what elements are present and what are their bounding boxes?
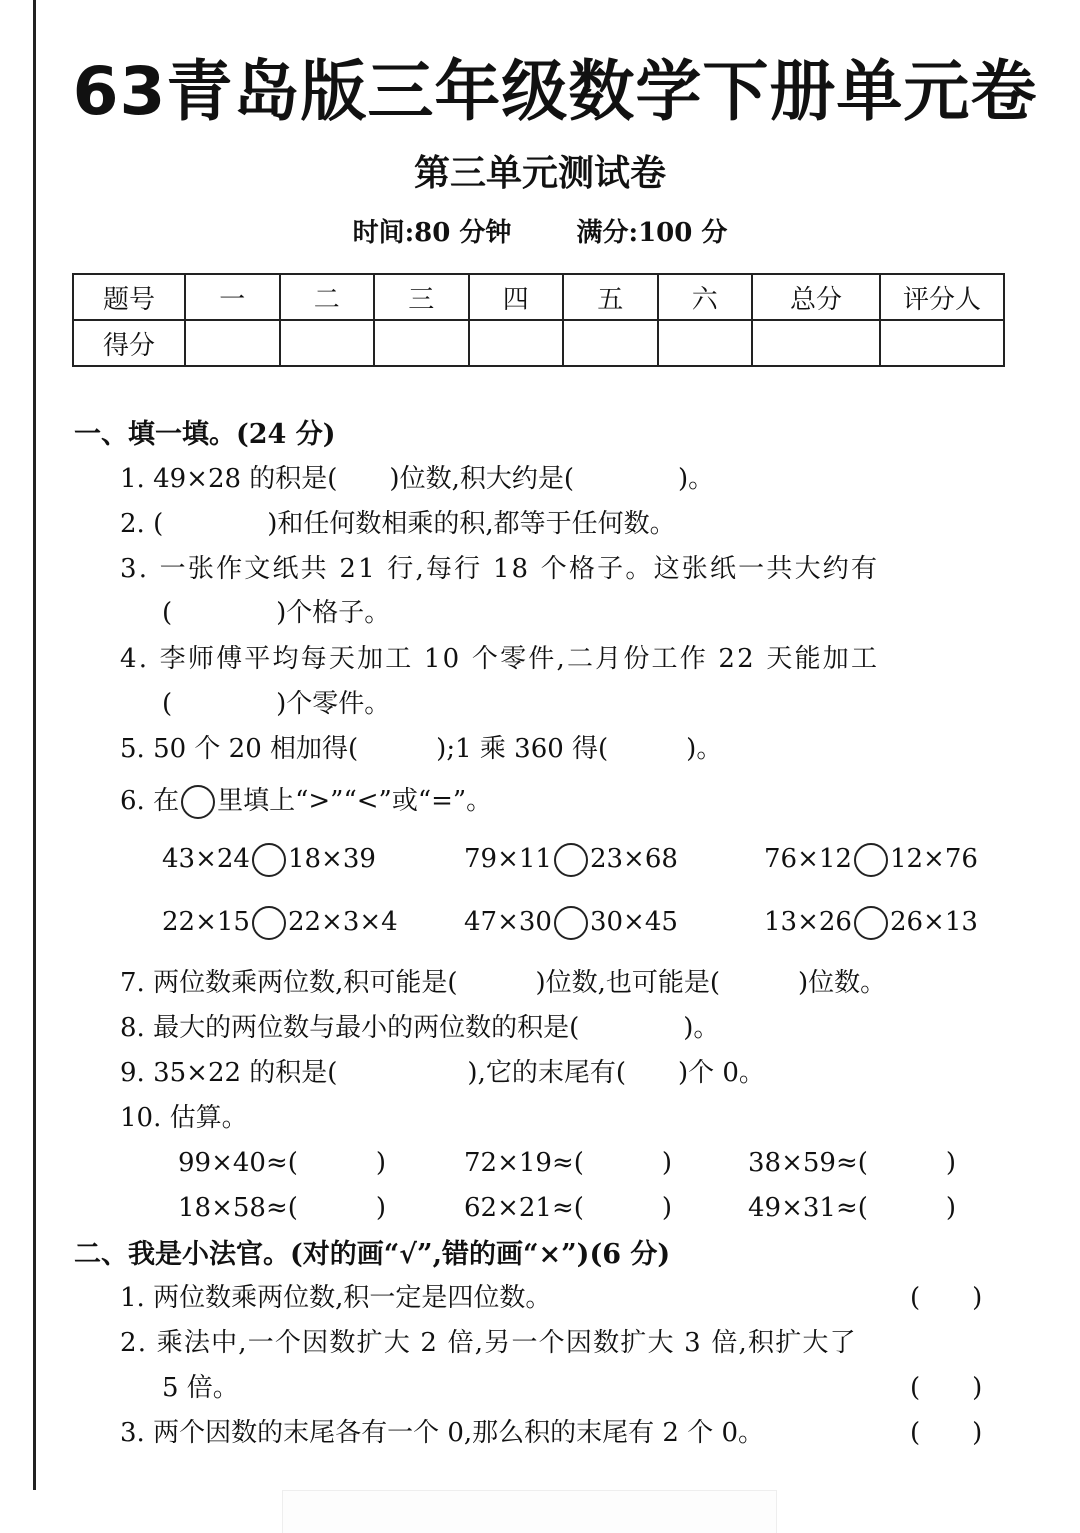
- question-1-8: 8. 最大的两位数与最小的两位数的积是( )。: [120, 1013, 720, 1043]
- page-title: 63青岛版三年级数学下册单元卷: [72, 53, 1038, 130]
- question-1-5: 5. 50 个 20 相加得( );1 乘 360 得( )。: [120, 734, 723, 764]
- score-input-cell[interactable]: [185, 320, 280, 366]
- question-1-10: 10. 估算。: [120, 1103, 248, 1133]
- compare-right: 30×45: [589, 907, 678, 937]
- score-header-cell: 六: [658, 274, 753, 320]
- question-1-2: 2. ( )和任何数相乘的积,都等于任何数。: [120, 509, 676, 539]
- score-input-cell[interactable]: [658, 320, 753, 366]
- compare-right: 18×39: [287, 844, 376, 874]
- question-1-1: 1. 49×28 的积是( )位数,积大约是( )。: [120, 464, 715, 494]
- compare-circle-blank[interactable]: [554, 906, 588, 940]
- score-header-cell: 三: [374, 274, 469, 320]
- compare-right: 26×13: [889, 907, 978, 937]
- score-input-cell[interactable]: [469, 320, 564, 366]
- compare-left: 76×12: [764, 844, 852, 874]
- question-2-2-line2: 5 倍。: [162, 1373, 239, 1403]
- compare-circle-blank[interactable]: [252, 843, 286, 877]
- compare-circle-blank[interactable]: [554, 843, 588, 877]
- score-table-score-row: [73, 320, 1004, 366]
- compare-left: 22×15: [162, 907, 250, 937]
- score-row-label: 得分: [73, 320, 185, 366]
- estimate-item: 18×58≈( ): [178, 1193, 387, 1223]
- score-input-cell[interactable]: [280, 320, 375, 366]
- section2-heading: 二、我是小法官。(对的画“√”,错的画“×”)(6 分): [74, 1239, 671, 1270]
- question-1-9: 9. 35×22 的积是( ),它的末尾有( )个 0。: [120, 1058, 765, 1088]
- question-1-6-suffix: 里填上“>”“<”或“=”。: [217, 786, 493, 816]
- compare-item: [464, 906, 678, 940]
- compare-right: 23×68: [589, 844, 678, 874]
- compare-left: 47×30: [464, 907, 552, 937]
- exam-meta: [0, 212, 1080, 249]
- question-1-7: 7. 两位数乘两位数,积可能是( )位数,也可能是( )位数。: [120, 968, 887, 998]
- answer-paren[interactable]: ( ): [910, 1283, 983, 1313]
- score-input-cell[interactable]: [563, 320, 658, 366]
- compare-right: 12×76: [889, 844, 978, 874]
- score-header-cell: 评分人: [880, 274, 1004, 320]
- score-header-cell: 一: [185, 274, 280, 320]
- question-1-6-prefix: 6. 在: [120, 786, 180, 816]
- compare-circle-blank[interactable]: [854, 843, 888, 877]
- score-input-cell[interactable]: [374, 320, 469, 366]
- score-header-cell: 五: [563, 274, 658, 320]
- estimate-item: 62×21≈( ): [464, 1193, 673, 1223]
- estimate-item: 49×31≈( ): [748, 1193, 957, 1223]
- page-subtitle: 第三单元测试卷: [413, 153, 666, 194]
- circle-symbol: [181, 785, 215, 819]
- score-header-cell: 二: [280, 274, 375, 320]
- question-1-4-line1: 4. 李师傅平均每天加工 10 个零件,二月份工作 22 天能加工: [120, 644, 880, 674]
- score-input-cell[interactable]: [752, 320, 880, 366]
- answer-paren[interactable]: ( ): [910, 1418, 983, 1448]
- score-header-cell: 四: [469, 274, 564, 320]
- compare-item: [162, 843, 376, 877]
- question-2-3: 3. 两个因数的末尾各有一个 0,那么积的末尾有 2 个 0。: [120, 1418, 765, 1448]
- estimate-item: 38×59≈( ): [748, 1148, 957, 1178]
- question-2-2-line1: 2. 乘法中,一个因数扩大 2 倍,另一个因数扩大 3 倍,积扩大了: [120, 1328, 857, 1358]
- time-limit: 时间:80 分钟: [352, 218, 512, 248]
- estimate-item: 72×19≈( ): [464, 1148, 673, 1178]
- section1-heading: 一、填一填。(24 分): [74, 419, 336, 450]
- compare-item: [764, 906, 978, 940]
- question-1-3-line1: 3. 一张作文纸共 21 行,每行 18 个格子。这张纸一共大约有: [120, 554, 880, 584]
- full-score: 满分:100 分: [576, 218, 728, 248]
- compare-left: 13×26: [764, 907, 852, 937]
- score-table-header-row: [73, 274, 1004, 320]
- footer-blank-area: [282, 1490, 777, 1533]
- score-input-cell[interactable]: [880, 320, 1004, 366]
- question-2-1: 1. 两位数乘两位数,积一定是四位数。: [120, 1283, 552, 1313]
- question-1-3-line2: ( )个格子。: [162, 598, 391, 628]
- score-table: [72, 273, 1005, 367]
- compare-item: [162, 906, 398, 940]
- score-header-cell: 总分: [752, 274, 880, 320]
- answer-paren[interactable]: ( ): [910, 1373, 983, 1403]
- question-1-6: [120, 780, 492, 819]
- score-header-cell: 题号: [73, 274, 185, 320]
- estimate-item: 99×40≈( ): [178, 1148, 387, 1178]
- compare-item: [764, 843, 978, 877]
- compare-left: 79×11: [464, 844, 552, 874]
- compare-right: 22×3×4: [287, 907, 398, 937]
- compare-circle-blank[interactable]: [854, 906, 888, 940]
- compare-item: [464, 843, 678, 877]
- compare-left: 43×24: [162, 844, 250, 874]
- question-1-4-line2: ( )个零件。: [162, 689, 391, 719]
- compare-circle-blank[interactable]: [252, 906, 286, 940]
